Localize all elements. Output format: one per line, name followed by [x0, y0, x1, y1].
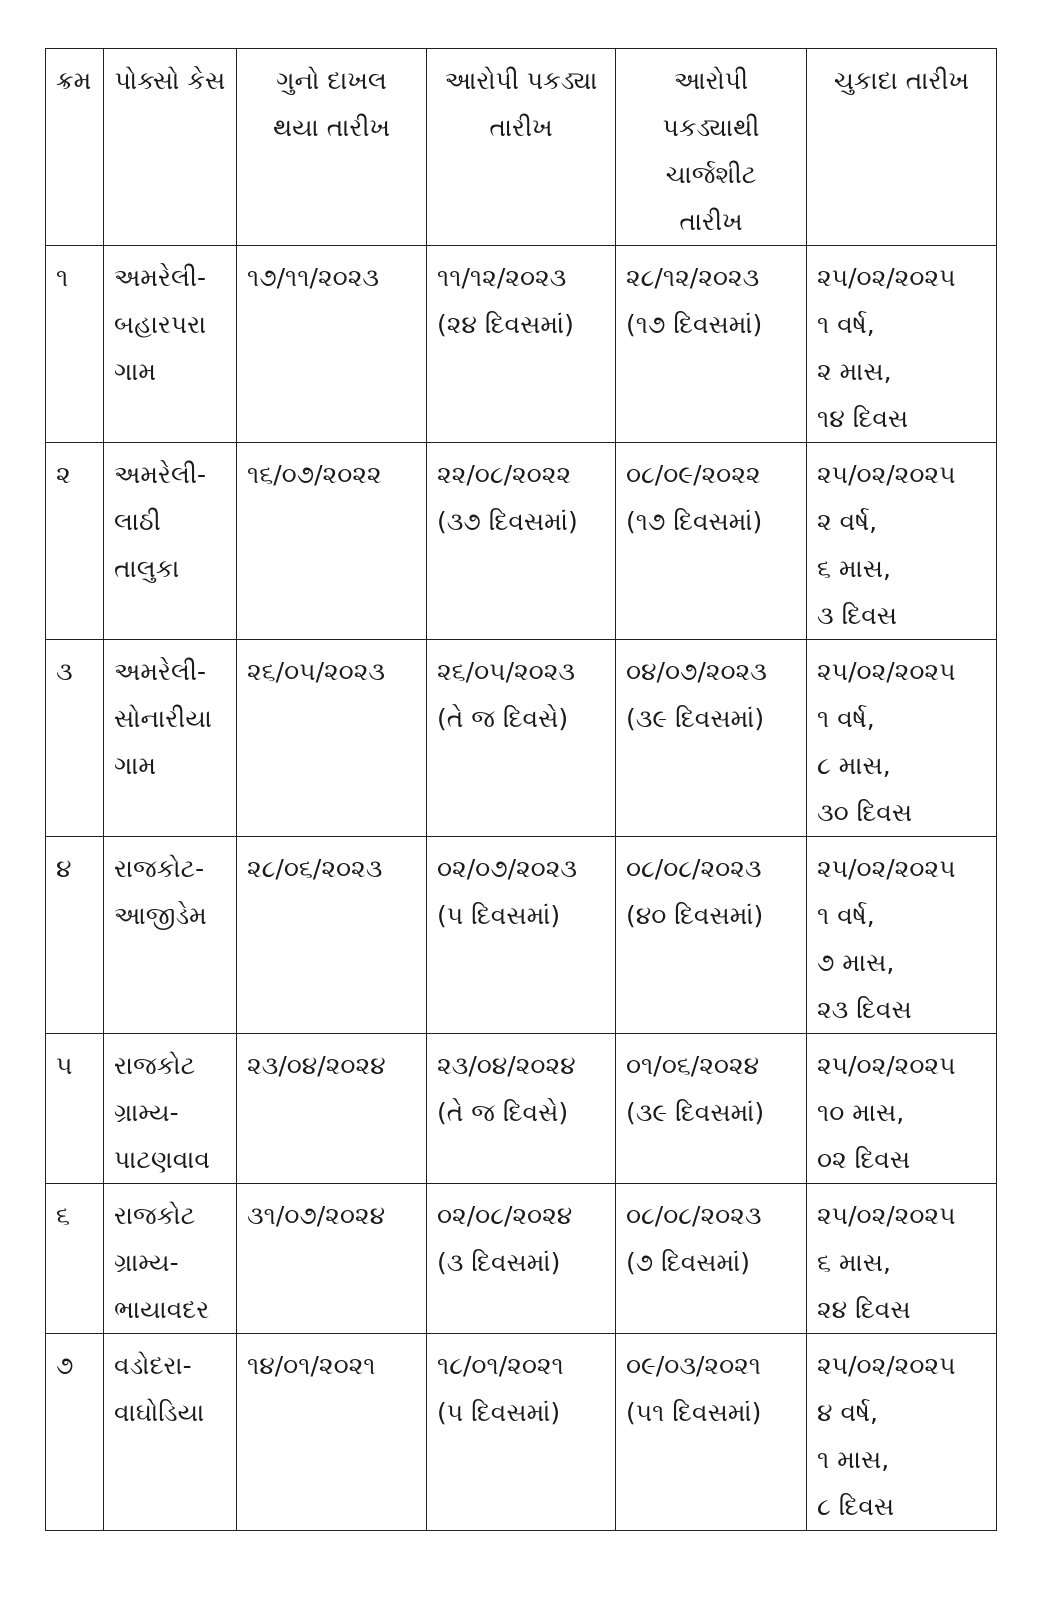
cell-text-line: ૫ — [56, 1051, 73, 1080]
cell-case-location — [104, 837, 237, 1034]
cell-chargesheet-date — [616, 246, 807, 443]
cell-text-line: ૧ વર્ષ, — [817, 310, 875, 339]
cell-text-line: ૩ દિવસ — [817, 601, 898, 630]
cell-case-location — [104, 640, 237, 837]
cell-serial — [46, 837, 104, 1034]
cell-fir-date — [237, 443, 427, 640]
cell-text-line: ૦૨/૦૮/૨૦૨૪ — [437, 1201, 573, 1230]
cell-text-line: ૧ વર્ષ, — [817, 901, 875, 930]
cell-text-line: ૧૦ માસ, — [817, 1098, 905, 1127]
cell-text-line: અમરેલી- — [114, 460, 207, 489]
cell-case-location — [104, 246, 237, 443]
cell-text-line: ૧૪/૦૧/૨૦૨૧ — [247, 1351, 376, 1380]
cell-text-line: ૦૯/૦૩/૨૦૨૧ — [626, 1351, 762, 1380]
cell-text-line: ચાર્જશીટ — [665, 160, 757, 189]
cell-text-line: ૨૩ દિવસ — [817, 995, 912, 1024]
header-fir-date — [237, 49, 427, 246]
cell-text-line: (૧૭ દિવસમાં) — [626, 507, 763, 536]
cell-text-line: ૧૪ દિવસ — [817, 404, 909, 433]
cell-text-line: ૭ — [56, 1351, 74, 1380]
cell-text-line: રાજકોટ — [114, 1051, 196, 1080]
cell-text-line: બહારપરા — [114, 310, 207, 339]
cell-text-line: ૨૪ દિવસ — [817, 1295, 911, 1324]
cell-text-line: ૨૫/૦૨/૨૦૨૫ — [817, 854, 956, 883]
cell-verdict-date — [807, 443, 997, 640]
table-row — [46, 640, 997, 837]
cell-text-line: (૩૭ દિવસમાં) — [437, 507, 578, 536]
cell-arrest-date — [427, 640, 616, 837]
cell-text-line: ૨૫/૦૨/૨૦૨૫ — [817, 263, 956, 292]
cell-text-line: ૩૦ દિવસ — [817, 798, 913, 827]
cell-text-line: ૦૮/૦૮/૨૦૨૩ — [626, 854, 762, 883]
cell-serial — [46, 1034, 104, 1184]
pocso-cases-table — [45, 48, 997, 1531]
cell-text-line: ૨૫/૦૨/૨૦૨૫ — [817, 1351, 956, 1380]
cell-text-line: ૪ વર્ષ, — [817, 1398, 878, 1427]
cell-text-line: રાજકોટ- — [114, 854, 205, 883]
cell-text-line: ૦૪/૦૭/૨૦૨૩ — [626, 657, 767, 686]
cell-text-line: ૨૮/૧૨/૨૦૨૩ — [626, 263, 760, 292]
cell-text-line: (૧૭ દિવસમાં) — [626, 310, 763, 339]
cell-text-line: આરોપી પકડ્યા — [444, 66, 598, 95]
cell-text-line: ગ્રામ્ય- — [114, 1248, 179, 1277]
cell-verdict-date — [807, 1334, 997, 1531]
cell-text-line: ૮ માસ, — [817, 751, 891, 780]
cell-fir-date — [237, 1184, 427, 1334]
cell-text-line: ક્રમ — [56, 66, 92, 95]
cell-text-line: ૧ માસ, — [817, 1445, 890, 1474]
cell-text-line: ૨૬/૦૫/૨૦૨૩ — [437, 657, 576, 686]
cell-text-line: ૨૩/૦૪/૨૦૨૪ — [437, 1051, 576, 1080]
cell-case-location — [104, 1334, 237, 1531]
cell-text-line: ૨૨/૦૮/૨૦૨૨ — [437, 460, 572, 489]
cell-arrest-date — [427, 1334, 616, 1531]
cell-text-line: ૨૬/૦૫/૨૦૨૩ — [247, 657, 386, 686]
cell-text-line: ૦૨ દિવસ — [817, 1145, 911, 1174]
cell-text-line: (૩૯ દિવસમાં) — [626, 1098, 765, 1127]
header-case-location — [104, 49, 237, 246]
table-row — [46, 1034, 997, 1184]
cell-text-line: ૨૮/૦૬/૨૦૨૩ — [247, 854, 383, 883]
cell-text-line: ૨૫/૦૨/૨૦૨૫ — [817, 1051, 956, 1080]
cell-text-line: ૨૫/૦૨/૨૦૨૫ — [817, 460, 956, 489]
cell-text-line: આરોપી — [673, 66, 749, 95]
cell-text-line: થયા તારીખ — [272, 113, 391, 142]
table-row — [46, 1334, 997, 1531]
cell-case-location — [104, 443, 237, 640]
cell-serial — [46, 640, 104, 837]
header-serial — [46, 49, 104, 246]
cell-text-line: ૬ — [56, 1201, 71, 1230]
cell-fir-date — [237, 837, 427, 1034]
cell-fir-date — [237, 246, 427, 443]
cell-text-line: તારીખ — [679, 207, 743, 236]
cell-chargesheet-date — [616, 1184, 807, 1334]
cell-text-line: ૦૮/૦૯/૨૦૨૨ — [626, 460, 761, 489]
cell-text-line: આજીડેમ — [114, 901, 207, 930]
cell-text-line: (૪૦ દિવસમાં) — [626, 901, 764, 930]
cell-text-line: (૭ દિવસમાં) — [626, 1248, 751, 1277]
cell-chargesheet-date — [616, 443, 807, 640]
cell-text-line: ૬ માસ, — [817, 554, 891, 583]
cell-chargesheet-date — [616, 1034, 807, 1184]
cell-fir-date — [237, 640, 427, 837]
cell-text-line: ૦૮/૦૮/૨૦૨૩ — [626, 1201, 762, 1230]
cell-text-line: તારીખ — [489, 113, 553, 142]
cell-text-line: ૧ — [56, 263, 69, 292]
cell-text-line: લાઠી — [114, 507, 161, 536]
cell-text-line: ૨ માસ, — [817, 357, 892, 386]
cell-chargesheet-date — [616, 640, 807, 837]
cell-text-line: (૫ દિવસમાં) — [437, 901, 561, 930]
cell-arrest-date — [427, 246, 616, 443]
cell-text-line: ૦૨/૦૭/૨૦૨૩ — [437, 854, 578, 883]
cell-text-line: ભાયાવદર — [114, 1295, 210, 1324]
cell-text-line: (૫૧ દિવસમાં) — [626, 1398, 762, 1427]
cell-text-line: ગામ — [114, 357, 157, 386]
header-chargesheet-date — [616, 49, 807, 246]
cell-text-line: ૨૫/૦૨/૨૦૨૫ — [817, 1201, 956, 1230]
cell-text-line: ૩ — [56, 657, 73, 686]
cell-text-line: ૮ દિવસ — [817, 1492, 895, 1521]
cell-verdict-date — [807, 837, 997, 1034]
cell-arrest-date — [427, 1034, 616, 1184]
cell-text-line: (૨૪ દિવસમાં) — [437, 310, 574, 339]
cell-text-line: વાઘોડિયા — [114, 1398, 205, 1427]
cell-text-line: ૨૩/૦૪/૨૦૨૪ — [247, 1051, 386, 1080]
cell-fir-date — [237, 1034, 427, 1184]
cell-text-line: પાટણવાવ — [114, 1145, 210, 1174]
cell-serial — [46, 246, 104, 443]
cell-verdict-date — [807, 640, 997, 837]
cell-text-line: ૦૧/૦૬/૨૦૨૪ — [626, 1051, 760, 1080]
cell-verdict-date — [807, 1034, 997, 1184]
cell-text-line: ગામ — [114, 751, 157, 780]
cell-text-line: ૨ — [56, 460, 71, 489]
cell-text-line: ૩૧/૦૭/૨૦૨૪ — [247, 1201, 386, 1230]
cell-case-location — [104, 1184, 237, 1334]
cell-text-line: (૫ દિવસમાં) — [437, 1398, 561, 1427]
cell-chargesheet-date — [616, 837, 807, 1034]
cell-text-line: ૬ માસ, — [817, 1248, 891, 1277]
header-arrest-date — [427, 49, 616, 246]
table-row — [46, 246, 997, 443]
cell-chargesheet-date — [616, 1334, 807, 1531]
cell-text-line: ગ્રામ્ય- — [114, 1098, 179, 1127]
cell-text-line: રાજકોટ — [114, 1201, 196, 1230]
cell-text-line: ૭ માસ, — [817, 948, 895, 977]
cell-arrest-date — [427, 1184, 616, 1334]
header-verdict-date — [807, 49, 997, 246]
table-row — [46, 443, 997, 640]
cell-fir-date — [237, 1334, 427, 1531]
table-row — [46, 1184, 997, 1334]
cell-text-line: ૧૧/૧૨/૨૦૨૩ — [437, 263, 567, 292]
table-row — [46, 837, 997, 1034]
cell-verdict-date — [807, 1184, 997, 1334]
cell-text-line: પોક્સો કેસ — [114, 66, 226, 95]
cell-case-location — [104, 1034, 237, 1184]
cell-text-line: અમરેલી- — [114, 263, 207, 292]
cell-text-line: વડોદરા- — [114, 1351, 192, 1380]
cell-serial — [46, 1334, 104, 1531]
cell-text-line: (તે જ દિવસે) — [437, 704, 569, 733]
cell-text-line: ૧૮/૦૧/૨૦૨૧ — [437, 1351, 564, 1380]
cell-text-line: સોનારીયા — [114, 704, 212, 733]
cell-text-line: ૧૬/૦૭/૨૦૨૨ — [247, 460, 382, 489]
cell-text-line: ચુકાદા તારીખ — [833, 66, 970, 95]
cell-arrest-date — [427, 837, 616, 1034]
cell-text-line: અમરેલી- — [114, 657, 207, 686]
cell-verdict-date — [807, 246, 997, 443]
cell-text-line: ૧૭/૧૧/૨૦૨૩ — [247, 263, 380, 292]
cell-text-line: (૩૯ દિવસમાં) — [626, 704, 765, 733]
header-row — [46, 49, 997, 246]
cell-text-line: (તે જ દિવસે) — [437, 1098, 569, 1127]
cell-text-line: તાલુકા — [114, 554, 180, 583]
cell-text-line: પકડ્યાથી — [662, 113, 760, 142]
cell-text-line: ૨ વર્ષ, — [817, 507, 878, 536]
cell-text-line: ૧ વર્ષ, — [817, 704, 875, 733]
cell-text-line: ગુનો દાખલ — [276, 66, 387, 95]
cell-arrest-date — [427, 443, 616, 640]
cell-text-line: ૪ — [56, 854, 72, 883]
cell-text-line: (૩ દિવસમાં) — [437, 1248, 561, 1277]
cell-serial — [46, 1184, 104, 1334]
cell-text-line: ૨૫/૦૨/૨૦૨૫ — [817, 657, 956, 686]
cell-serial — [46, 443, 104, 640]
